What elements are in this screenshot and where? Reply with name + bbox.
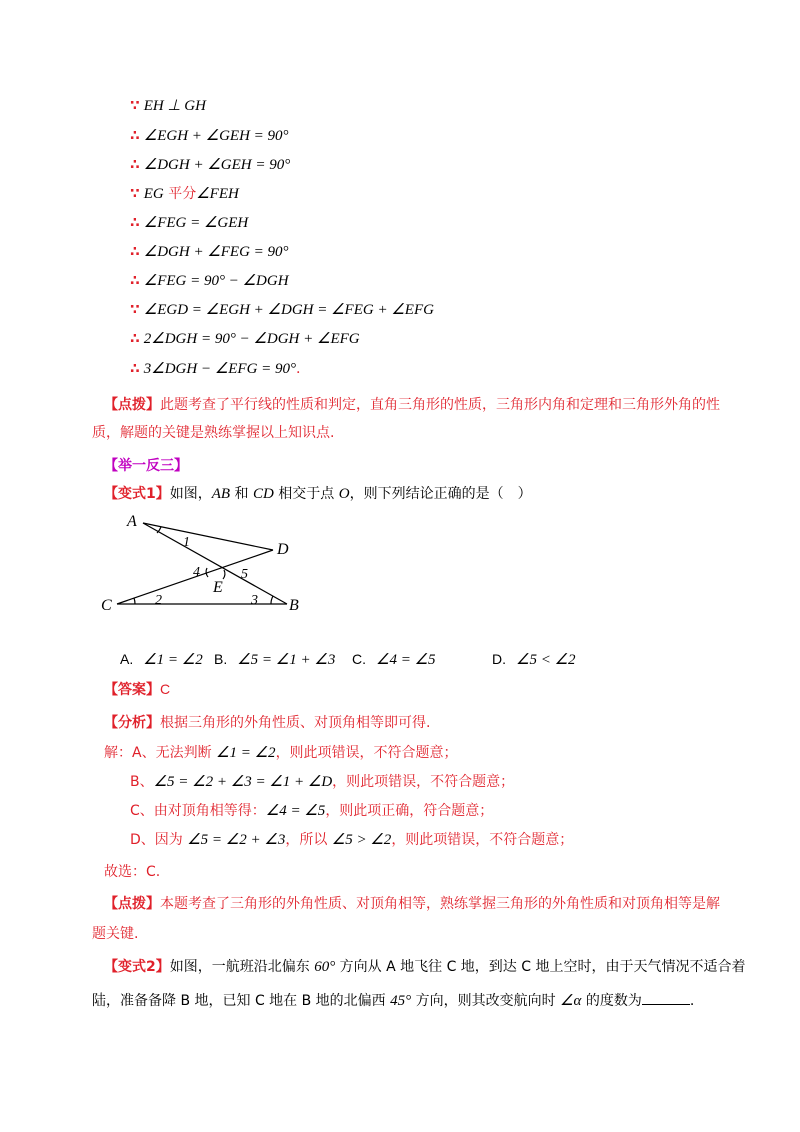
proof-step: ∴ 3∠DGH − ∠EFG = 90°. — [130, 361, 301, 377]
angle-arc-5 — [223, 570, 225, 579]
proof-step: ∵ EH ⊥ GH — [130, 98, 206, 114]
angle-label-3: 3 — [251, 593, 258, 608]
angle-label-2: 2 — [155, 593, 162, 608]
option-d[interactable]: D. ∠5 < ∠2 — [492, 651, 576, 668]
segment-ad — [143, 523, 273, 550]
option-c[interactable]: C. ∠4 = ∠5 — [352, 651, 436, 668]
geometry-figure — [95, 510, 325, 620]
solution-line: C、由对顶角相等得：∠4 = ∠5，则此项正确，符合题意； — [130, 803, 494, 819]
angle-label-1: 1 — [183, 535, 190, 550]
solution-line: 解：A、无法判断 ∠1 = ∠2，则此项错误，不符合题意； — [104, 745, 458, 761]
angle-label-5: 5 — [241, 567, 248, 582]
option-a[interactable]: A. ∠1 = ∠2 — [120, 651, 203, 668]
proof-step: ∴ ∠FEG = ∠GEH — [130, 215, 249, 231]
option-b[interactable]: B. ∠5 = ∠1 + ∠3 — [214, 651, 336, 668]
answer-blank[interactable] — [642, 990, 690, 1005]
angle-arc-2 — [134, 598, 135, 604]
solution-line: D、因为 ∠5 = ∠2 + ∠3，所以 ∠5 > ∠2，则此项错误，不符合题意； — [130, 832, 574, 848]
tip-paragraph-cont: 题关键. — [92, 926, 139, 942]
variant2-question-cont: 陆，准备备降 B 地，已知 C 地在 B 地的北偏西 45° 方向，则其改变航向时 ∠α 的度数为 . — [92, 990, 694, 1011]
proof-step: ∵ EG 平分∠FEH — [130, 186, 239, 202]
variant1-question: 【变式1】如图，AB 和 CD 相交于点 O，则下列结论正确的是（ ） — [104, 486, 532, 502]
proof-step: ∴ ∠EGH + ∠GEH = 90° — [130, 128, 289, 144]
angle-label-4: 4 — [193, 565, 200, 580]
analysis: 【分析】根据三角形的外角性质、对顶角相等即可得. — [104, 715, 431, 731]
tip-paragraph: 【点拨】本题考查了三角形的外角性质、对顶角相等，熟练掌握三角形的外角性质和对顶角相等是解 — [104, 896, 720, 912]
proof-step: ∴ ∠DGH + ∠FEG = 90° — [130, 244, 289, 260]
point-a-label: A — [127, 513, 137, 530]
variant2-question: 【变式2】如图，一航班沿北偏东 60° 方向从 A 地飞往 C 地，到达 C 地上空时，由于天气情况不适合着 — [104, 959, 746, 975]
point-e-label: E — [213, 579, 223, 596]
proof-step: ∵ ∠EGD = ∠EGH + ∠DGH = ∠FEG + ∠EFG — [130, 302, 434, 318]
point-b-label: B — [289, 597, 299, 614]
angle-arc-3 — [271, 596, 273, 604]
solution-line: 故选：C. — [104, 864, 161, 880]
tip-paragraph-cont: 质，解题的关键是熟练掌握以上知识点. — [92, 425, 335, 441]
answer: 【答案】C — [104, 681, 171, 698]
solution-line: B、∠5 = ∠2 + ∠3 = ∠1 + ∠D，则此项错误，不符合题意； — [130, 774, 515, 790]
proof-step: ∴ ∠FEG = 90° − ∠DGH — [130, 273, 289, 289]
proof-step: ∴ ∠DGH + ∠GEH = 90° — [130, 157, 291, 173]
proof-step: ∴ 2∠DGH = 90° − ∠DGH + ∠EFG — [130, 331, 360, 347]
tip-paragraph: 【点拨】此题考查了平行线的性质和判定，直角三角形的性质，三角形内角和定理和三角形外角的性 — [104, 397, 720, 413]
section-title: 【举一反三】 — [104, 458, 188, 474]
point-d-label: D — [277, 541, 289, 558]
point-c-label: C — [101, 597, 112, 614]
